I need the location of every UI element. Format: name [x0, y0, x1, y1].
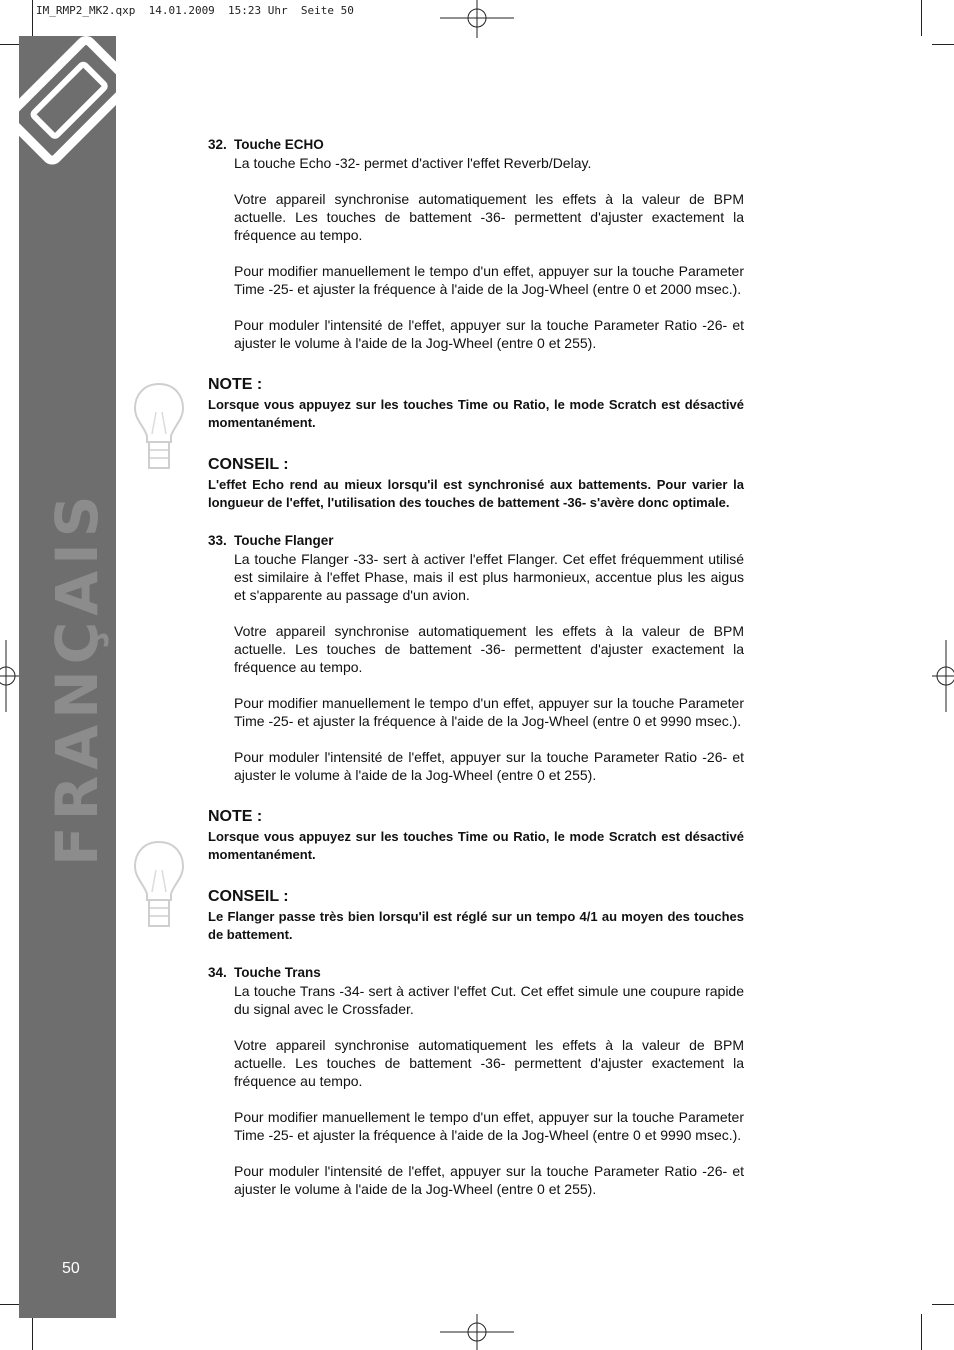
paragraph: La touche Flanger -33- sert à activer l'effet Flanger. Cet effet fréquemment utilisé est similaire à l'effet Phase, mais il est plus harmonieux, accentue plus les aigus et s'apparente au passage d'un avion.: [234, 551, 744, 603]
paragraph: Votre appareil synchronise automatiquement les effets à la valeur de BPM actuelle. Les touches de battement -36- permettent d'ajuster exactement la fréquence au tempo.: [234, 191, 744, 243]
note-box: [208, 376, 744, 432]
section-heading: 33. Touche Flanger: [208, 533, 334, 548]
paragraph: Votre appareil synchronise automatiquement les effets à la valeur de BPM actuelle. Les touches de battement -36- permettent d'ajuster exactement la fréquence au tempo.: [234, 623, 744, 675]
note-box: [208, 808, 744, 864]
registration-mark-right: [932, 640, 954, 712]
section-heading: 34. Touche Trans: [208, 965, 321, 980]
sidebar: [19, 36, 116, 1318]
paragraph: La touche Echo -32- permet d'activer l'effet Reverb/Delay.: [234, 155, 592, 171]
page-number: 50: [62, 1260, 80, 1277]
tip-text: Le Flanger passe très bien lorsqu'il est réglé sur un tempo 4/1 au moyen des touches de battement.: [208, 909, 744, 942]
paragraph: Pour moduler l'intensité de l'effet, appuyer sur la touche Parameter Ratio -26- et ajuster le volume à l'aide de la Jog-Wheel (entre 0 et 255).: [234, 1163, 744, 1197]
note-text: Lorsque vous appuyez sur les touches Time ou Ratio, le mode Scratch est désactivé momentanément.: [208, 829, 744, 862]
note-title: NOTE :: [208, 376, 263, 393]
print-slug: IM_RMP2_MK2.qxp 14.01.2009 15:23 Uhr Seite 50: [36, 4, 354, 17]
main-content: [208, 136, 744, 1198]
section-touche-flanger: [208, 532, 744, 964]
tip-box: [208, 888, 744, 944]
section-touche-trans: [208, 964, 744, 1198]
registration-mark-top: [440, 0, 514, 38]
paragraph: Pour modifier manuellement le tempo d'un effet, appuyer sur la touche Parameter Time -25- et ajuster la fréquence à l'aide de la Jog-Wheel (entre 0 et 2000 msec.).: [234, 263, 744, 297]
brand-logo-icon: [19, 36, 116, 166]
language-tab: FRANÇAIS: [43, 489, 111, 866]
note-title: NOTE :: [208, 808, 263, 825]
paragraph: La touche Trans -34- sert à activer l'effet Cut. Cet effet simule une coupure rapide du signal avec le Crossfader.: [234, 983, 744, 1017]
tip-title: CONSEIL :: [208, 888, 289, 905]
section-heading: 32. Touche ECHO: [208, 137, 324, 152]
tip-box: [208, 456, 744, 512]
paragraph: Pour moduler l'intensité de l'effet, appuyer sur la touche Parameter Ratio -26- et ajuster le volume à l'aide de la Jog-Wheel (entre 0 et 255).: [234, 317, 744, 351]
registration-mark-bottom: [440, 1314, 514, 1350]
lightbulb-icon: [130, 838, 188, 932]
registration-mark-left: [0, 640, 20, 712]
tip-title: CONSEIL :: [208, 456, 289, 473]
paragraph: Votre appareil synchronise automatiquement les effets à la valeur de BPM actuelle. Les touches de battement -36- permettent d'ajuster exactement la fréquence au tempo.: [234, 1037, 744, 1089]
paragraph: Pour modifier manuellement le tempo d'un effet, appuyer sur la touche Parameter Time -25- et ajuster la fréquence à l'aide de la Jog-Wheel (entre 0 et 9990 msec.).: [234, 1109, 744, 1143]
section-touche-echo: [208, 136, 744, 532]
lightbulb-icon: [130, 380, 188, 474]
tip-text: L'effet Echo rend au mieux lorsqu'il est synchronisé aux battements. Pour varier la longueur de l'effet, l'utilisation des touches de battement -36- s'avère donc optimale.: [208, 477, 744, 510]
note-text: Lorsque vous appuyez sur les touches Time ou Ratio, le mode Scratch est désactivé momentanément.: [208, 397, 744, 430]
paragraph: Pour moduler l'intensité de l'effet, appuyer sur la touche Parameter Ratio -26- et ajuster le volume à l'aide de la Jog-Wheel (entre 0 et 255).: [234, 749, 744, 783]
paragraph: Pour modifier manuellement le tempo d'un effet, appuyer sur la touche Parameter Time -25- et ajuster la fréquence à l'aide de la Jog-Wheel (entre 0 et 9990 msec.).: [234, 695, 744, 729]
